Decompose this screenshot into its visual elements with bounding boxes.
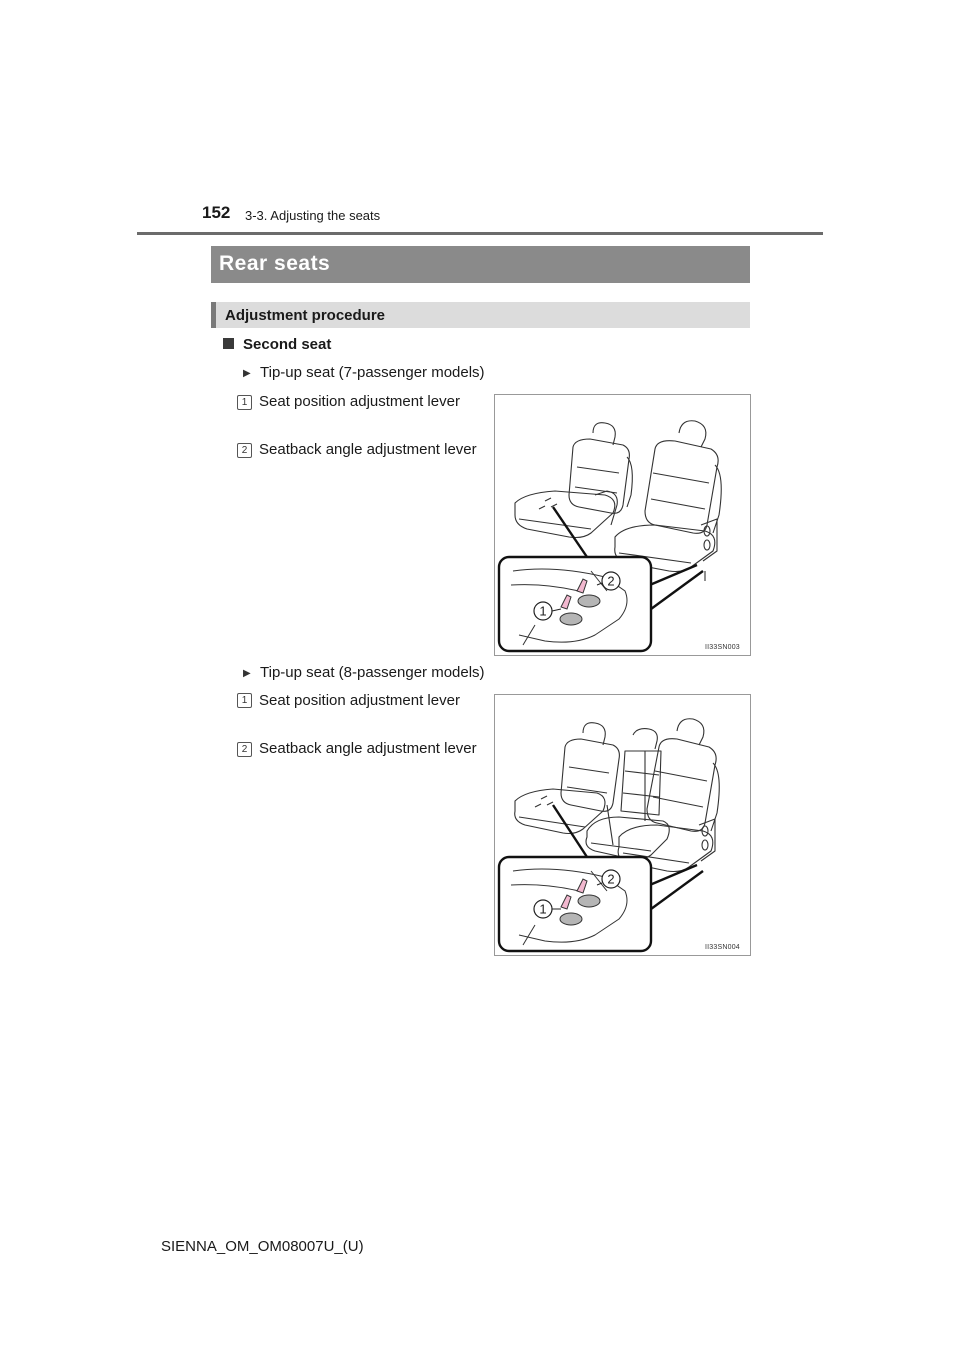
variant-label-7-passenger: Tip-up seat (7-passenger models)	[260, 364, 485, 381]
triangle-right-icon: ▶	[243, 368, 251, 379]
item-seatback-angle-lever: Seatback angle adjustment lever	[259, 441, 477, 458]
figure-callout-1: 1	[539, 603, 547, 619]
figure-callout-1: 1	[539, 901, 547, 917]
subheading-bar	[211, 302, 750, 328]
section-title: Second seat	[243, 336, 332, 353]
figure-callout-2: 2	[607, 573, 615, 589]
item-seat-position-lever: Seat position adjustment lever	[259, 692, 460, 709]
seat-figure-7-passenger	[494, 394, 751, 656]
seat-illustration-7-passenger	[495, 395, 750, 655]
seat-figure-8-passenger	[494, 694, 751, 956]
item-seatback-angle-lever: Seatback angle adjustment lever	[259, 740, 477, 757]
triangle-right-icon: ▶	[243, 668, 251, 679]
header-divider	[137, 232, 823, 235]
item-number-badge: 2	[237, 742, 252, 757]
page-number: 152	[202, 203, 231, 222]
seat-illustration-8-passenger	[495, 695, 750, 955]
item-number-badge: 1	[237, 395, 252, 410]
item-seat-position-lever: Seat position adjustment lever	[259, 393, 460, 410]
section-reference: 3-3. Adjusting the seats	[245, 208, 381, 223]
figure-code: II33SN003	[705, 644, 740, 651]
page-title: Rear seats	[219, 252, 331, 275]
variant-label-8-passenger: Tip-up seat (8-passenger models)	[260, 664, 485, 681]
item-number-badge: 1	[237, 693, 252, 708]
subheading: Adjustment procedure	[225, 307, 386, 324]
footer-document-id: SIENNA_OM_OM08007U_(U)	[161, 1238, 364, 1255]
title-bar	[211, 246, 750, 283]
item-number-badge: 2	[237, 443, 252, 458]
square-bullet-icon	[223, 338, 234, 349]
figure-callout-2: 2	[607, 871, 615, 887]
figure-code: II33SN004	[705, 944, 740, 951]
